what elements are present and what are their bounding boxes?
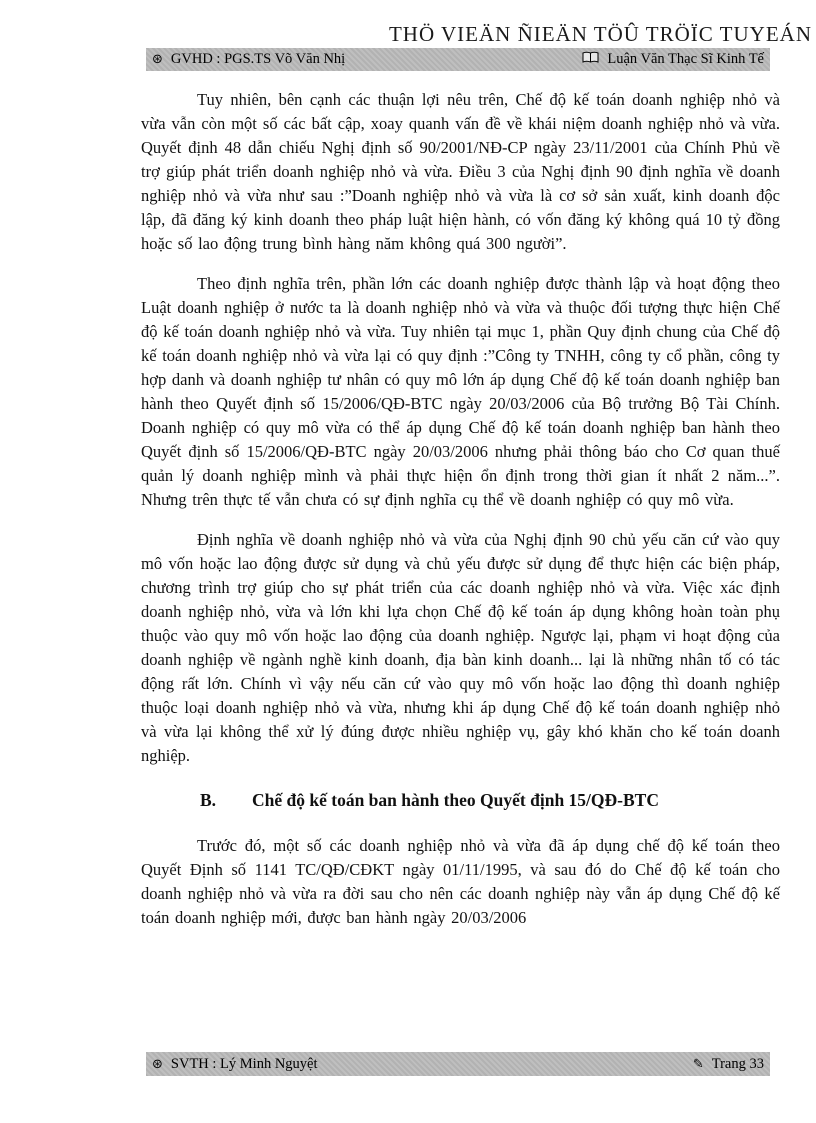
paragraph: Định nghĩa về doanh nghiệp nhỏ và vừa của Nghị định 90 chủ yếu căn cứ vào quy mô vốn hoặc lao động được sử dụng và chủ yếu được sử dụng để thực hiện các biện pháp, chương trình trợ giúp cho sự phát triển của các doanh nghiệp nhỏ và vừa. Việc xác định doanh nghiệp nhỏ, vừa và lớn khi lựa chọn Chế độ kế toán áp dụng không hoàn toàn phụ thuộc vào quy mô vốn hoặc lao động của doanh nghiệp. Ngược lại, phạm vi hoạt động của doanh nghiệp về ngành nghề kinh doanh, địa bàn kinh doanh... lại là những nhân tố có tác động rất lớn. Chính vì vậy nếu căn cứ vào quy mô vốn hoặc lao động thì doanh nghiệp thuộc loại doanh nghiệp nhỏ và vừa, nhưng khi áp dụng Chế độ kế toán doanh nghiệp nhỏ và vừa lại không thể xử lý đúng được nhiều nghiệp vụ, gây khó khăn cho kế toán doanh nghiệp. xyxy=(141,530,780,765)
open-book-icon xyxy=(582,51,599,69)
pencil-icon: ✎ xyxy=(692,1056,704,1072)
header-thesis-label: Luận Văn Thạc Sĩ Kinh Tế xyxy=(607,51,764,67)
section-heading xyxy=(141,788,780,812)
paragraph: Trước đó, một số các doanh nghiệp nhỏ và vừa đã áp dụng chế độ kế toán theo Quyết Định số 1141 TC/QĐ/CĐKT ngày 01/11/1995, và sau đó do Chế độ kế toán cho doanh nghiệp nhỏ và vừa ra đời sau cho nên các doanh nghiệp này vẫn áp dụng Chế độ kế toán doanh nghiệp mới, được ban hành ngày 20/03/2006 xyxy=(141,836,780,927)
paragraph: Theo định nghĩa trên, phần lớn các doanh nghiệp được thành lập và hoạt động theo Luật doanh nghiệp ở nước ta là doanh nghiệp nhỏ và vừa và thuộc đối tượng thực hiện Chế độ kế toán doanh nghiệp nhỏ và vừa. Tuy nhiên tại mục 1, phần Quy định chung của Chế độ kế toán doanh nghiệp nhỏ và vừa lại có quy định :”Công ty TNHH, công ty cổ phần, công ty hợp danh và doanh nghiệp tư nhân có quy mô lớn áp dụng Chế độ kế toán doanh nghiệp ban hành theo Quyết định số 15/2006/QĐ-BTC ngày 20/03/2006 của Bộ trưởng Bộ Tài Chính. Doanh nghiệp có quy mô vừa có thể áp dụng Chế độ kế toán doanh nghiệp ban hành theo Quyết định số 15/2006/QĐ-BTC ngày 20/03/2006 nhưng phải thông báo cho Cơ quan thuế quản lý doanh nghiệp mình và phải thực hiện ổn định trong thời gian ít nhất 2 năm...”. Nhưng trên thực tế vẫn chưa có sự định nghĩa cụ thể về doanh nghiệp có quy mô vừa. xyxy=(141,274,780,509)
page-footer-bar xyxy=(146,1052,770,1076)
footer-left-group xyxy=(152,1056,318,1073)
watermark-text: THÖ VIEÄN ÑIEÄN TÖÛ TRÖÏC TUYEÁN xyxy=(388,22,812,46)
circled-asterisk-icon: ⊛ xyxy=(152,1056,163,1072)
header-right-group xyxy=(582,51,764,69)
page-header-bar xyxy=(146,48,770,71)
document-body xyxy=(141,88,780,946)
header-left-group xyxy=(152,51,345,68)
footer-author-label: SVTH : Lý Minh Nguyệt xyxy=(170,1055,318,1072)
circled-asterisk-icon: ⊛ xyxy=(152,52,163,67)
header-advisor-label: GVHD : PGS.TS Võ Văn Nhị xyxy=(170,51,346,67)
section-heading-text: Chế độ kế toán ban hành theo Quyết định 15/QĐ-BTC xyxy=(252,790,659,810)
page-number-label: Trang 33 xyxy=(711,1055,764,1072)
section-heading-number: B. xyxy=(200,790,217,810)
paragraph: Tuy nhiên, bên cạnh các thuận lợi nêu trên, Chế độ kế toán doanh nghiệp nhỏ và vừa vẫn còn một số các bất cập, xoay quanh vấn đề về khái niệm doanh nghiệp nhỏ và vừa. Quyết định 48 dẫn chiếu Nghị định số 90/2001/NĐ-CP ngày 23/11/2001 của Chính Phủ về trợ giúp phát triển doanh nghiệp nhỏ và vừa. Điều 3 của Nghị định 90 định nghĩa về doanh nghiệp nhỏ và vừa như sau :”Doanh nghiệp nhỏ và vừa là cơ sở sản xuất, kinh doanh độc lập, đã đăng ký kinh doanh theo pháp luật hiện hành, có vốn đăng ký không quá 10 tỷ đồng hoặc số lao động trung bình hàng năm không quá 300 người”. xyxy=(141,90,780,253)
footer-right-group xyxy=(693,1056,764,1073)
